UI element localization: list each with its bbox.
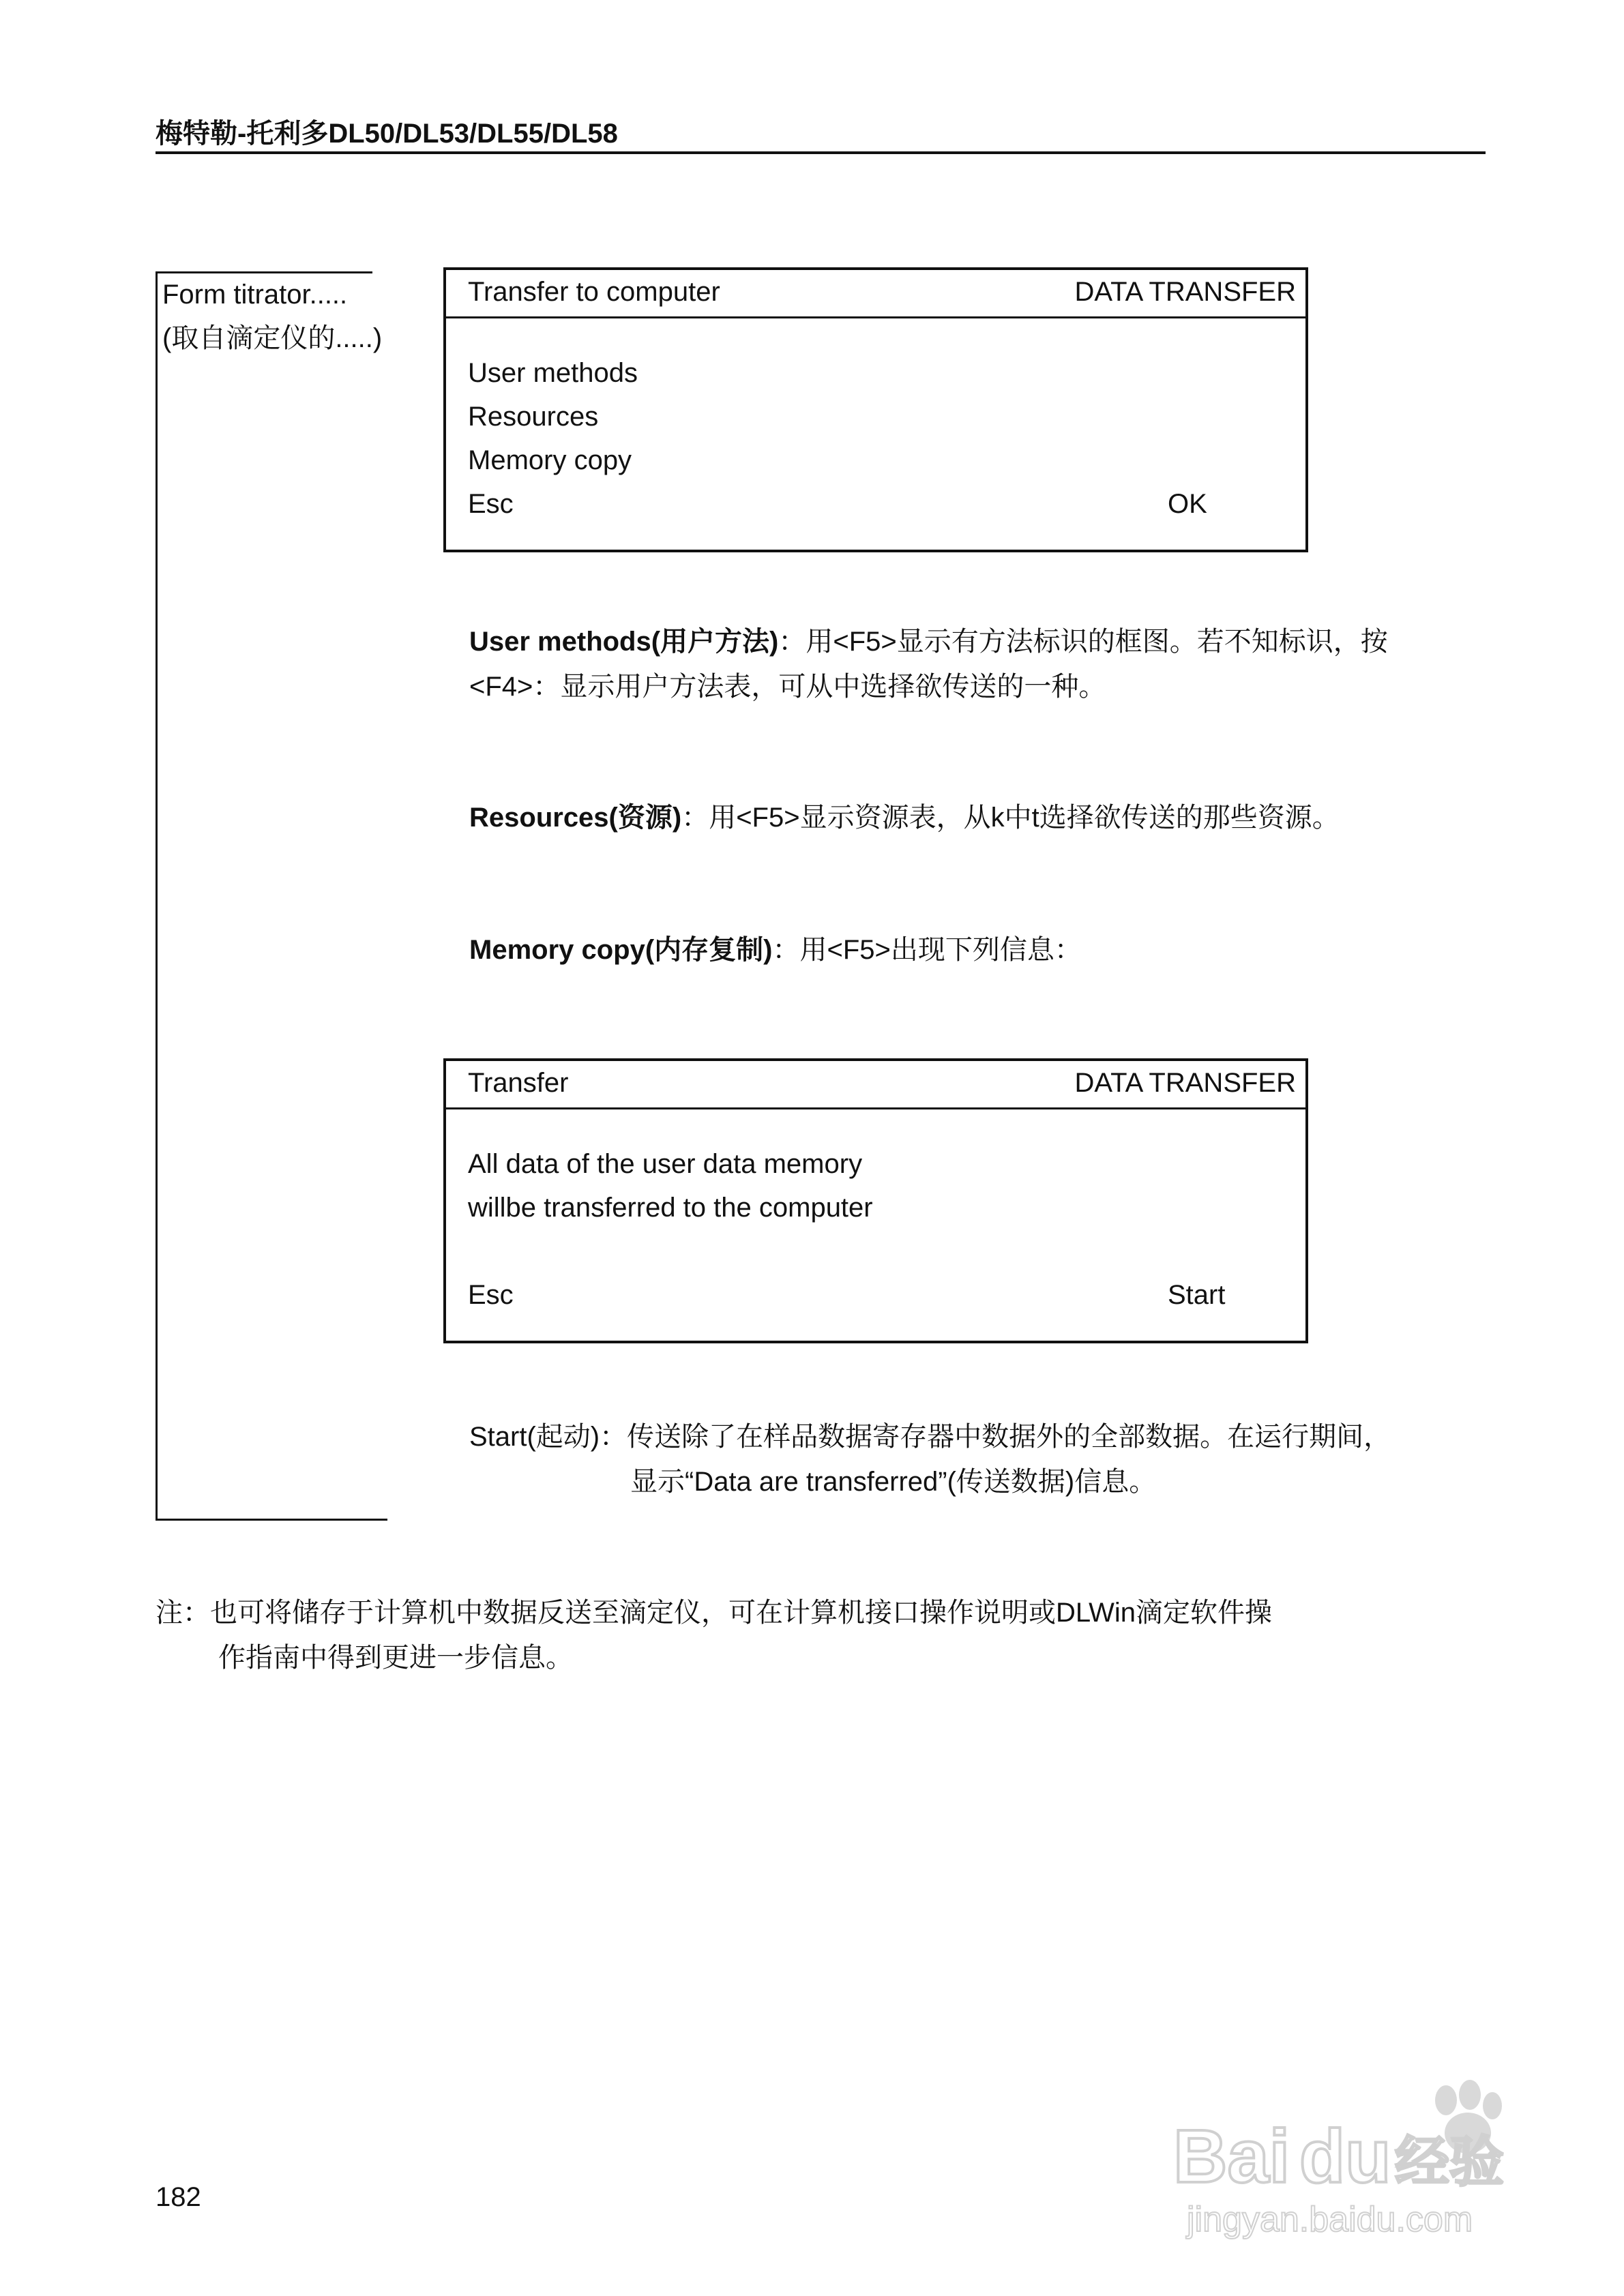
watermark-brand-text: Bai (1173, 2115, 1290, 2198)
term-resources: Resources(资源) (469, 803, 682, 833)
menu-item-user-methods[interactable]: User methods (468, 358, 638, 388)
footnote (156, 1590, 1272, 1680)
screen1-title: Transfer to computer (468, 277, 720, 307)
para-resources-text: ：用<F5>显示资源表，从k中t选择欲传送的那些资源。 (681, 803, 1340, 833)
menu-item-resources[interactable]: Resources (468, 402, 599, 432)
para-start-line1: Start(起动)：传送除了在样品数据寄存器中数据外的全部数据。在运行期间， (469, 1422, 1391, 1452)
watermark-url-text: jingyan.baidu.com (1187, 2200, 1473, 2239)
screen1-header (446, 270, 1305, 318)
para-memory-copy-text: ：用<F5>出现下列信息： (772, 935, 1082, 965)
watermark-brand-du: du (1299, 2115, 1391, 2198)
softkey-ok[interactable]: OK (1168, 489, 1207, 519)
footnote-line2: 作指南中得到更进一步信息。 (218, 1643, 573, 1673)
softkey-esc[interactable]: Esc (468, 489, 514, 519)
screen2-message-line2: willbe transferred to the computer (468, 1193, 873, 1223)
para-user-methods-line2: <F4>：显示用户方法表，可从中选择欲传送的一种。 (469, 672, 1106, 702)
margin-bracket-bottom (156, 1519, 387, 1521)
para-user-methods (469, 619, 1388, 709)
para-user-methods-text1: ：用<F5>显示有方法标识的框图。若不知标识，按 (778, 627, 1388, 657)
margin-bracket-left (156, 271, 158, 1521)
screen2-title: Transfer (468, 1068, 569, 1098)
margin-note-line2: (取自滴定仪的.....) (162, 323, 383, 353)
term-memory-copy: Memory copy(内存复制) (469, 935, 773, 965)
baidu-watermark-logo (1160, 2073, 1541, 2250)
transfer-to-computer-screen (443, 267, 1308, 552)
screen1-mode: DATA TRANSFER (1074, 277, 1296, 307)
para-start-line2: 显示“Data are transferred”(传送数据)信息。 (630, 1467, 1157, 1497)
para-memory-copy (469, 927, 1082, 972)
softkey-start[interactable]: Start (1168, 1280, 1226, 1310)
header-rule (156, 151, 1486, 154)
margin-note (162, 273, 382, 360)
transfer-screen (443, 1058, 1308, 1343)
screen2-mode: DATA TRANSFER (1074, 1068, 1296, 1098)
term-user-methods: User methods(用户方法) (469, 627, 779, 657)
para-start (469, 1414, 1391, 1504)
watermark-cn-text: 经验 (1395, 2130, 1504, 2194)
para-resources (469, 795, 1340, 840)
screen2-message-line1: All data of the user data memory (468, 1149, 863, 1179)
menu-item-memory-copy[interactable]: Memory copy (468, 445, 632, 475)
screen2-header (446, 1061, 1305, 1109)
margin-note-line1: Form titrator..... (162, 280, 348, 310)
footnote-line1: 注：也可将储存于计算机中数据反送至滴定仪，可在计算机接口操作说明或DLWin滴定软件操 (156, 1598, 1273, 1628)
softkey-esc-2[interactable]: Esc (468, 1280, 514, 1310)
para-user-methods-line1 (469, 619, 1388, 664)
page-header-title: 梅特勒-托利多DL50/DL53/DL55/DL58 (156, 119, 618, 149)
page-number: 182 (156, 2182, 201, 2212)
